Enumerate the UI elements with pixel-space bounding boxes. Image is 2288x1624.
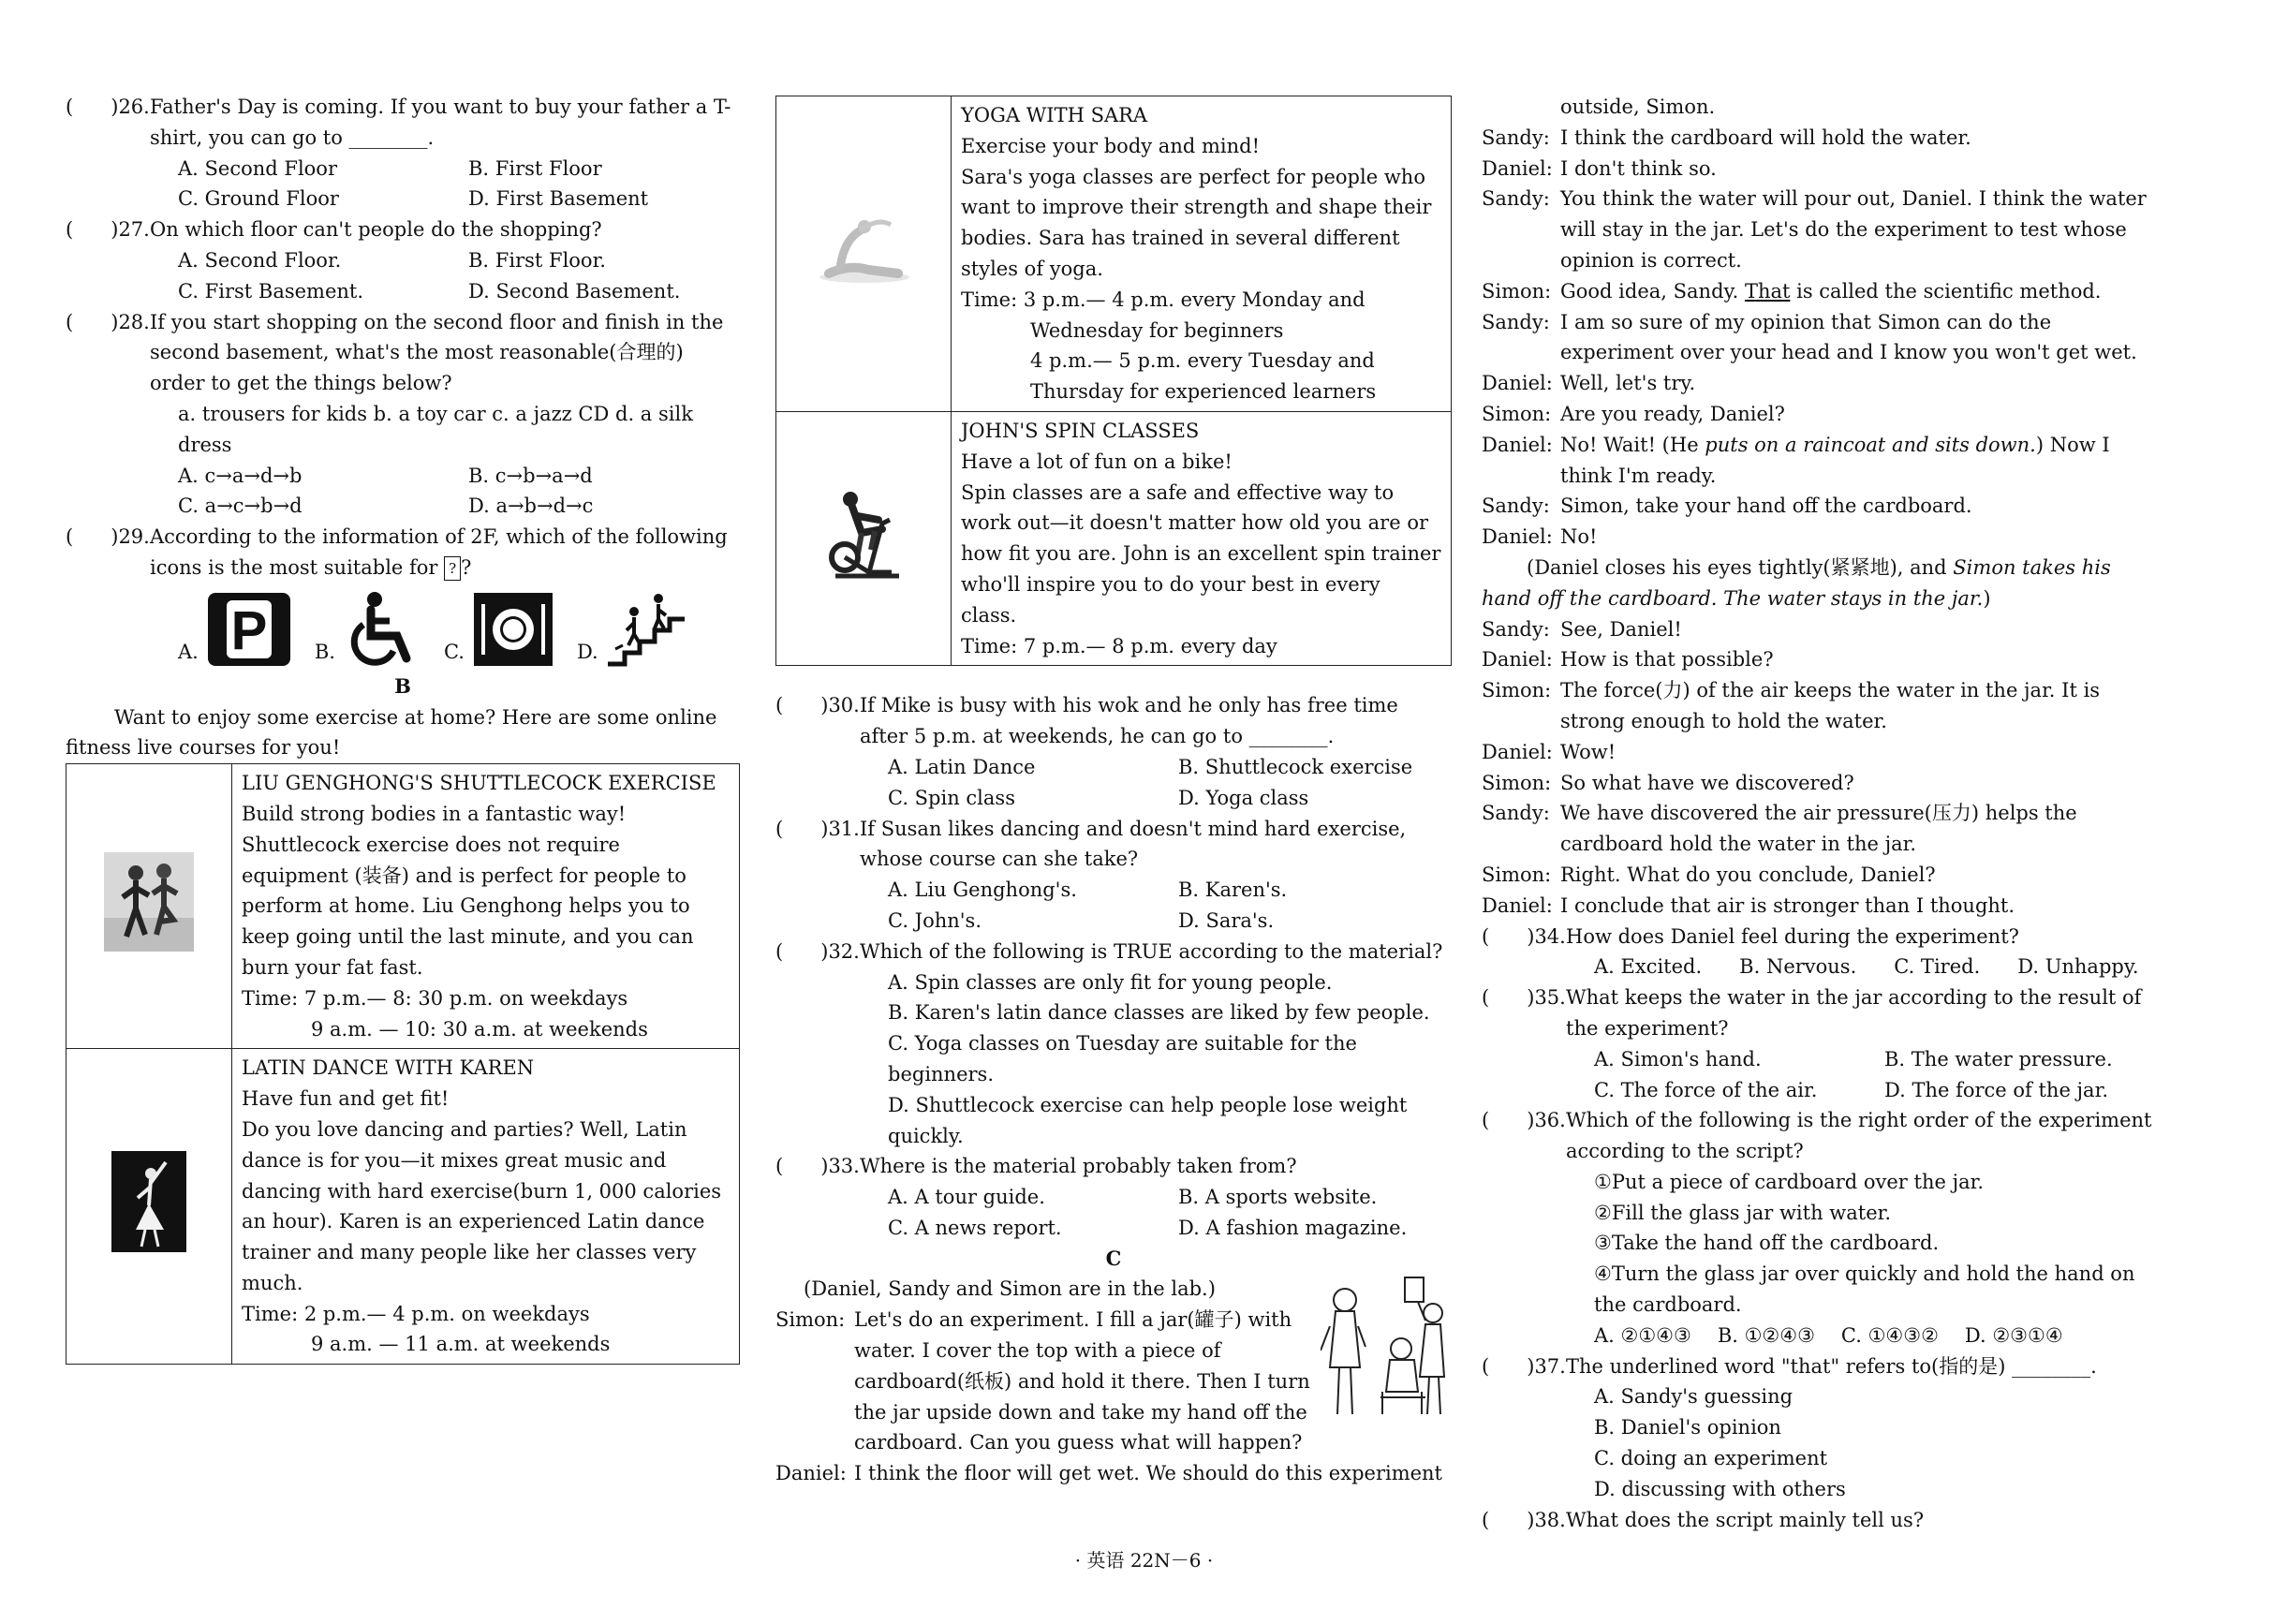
right-column [1482, 92, 2158, 1535]
stage-text: (Daniel closes his eyes tightly(紧紧地), and [1527, 555, 1954, 579]
question-33 [775, 1151, 1452, 1182]
line-text: ) Now I think I'm ready. [1560, 433, 2110, 487]
option: B. Daniel's opinion [1594, 1416, 1781, 1439]
course-title: YOGA WITH SARA [961, 104, 1148, 126]
option: A. ②①④③ [1594, 1323, 1691, 1347]
option: A. Second Floor [178, 156, 337, 180]
svg-text:P: P [230, 599, 268, 661]
option: C. a→c→b→d [178, 495, 303, 518]
question-text: What does the script mainly tell us? [1566, 1508, 1925, 1531]
option: A. c→a→d→b [178, 464, 303, 487]
speaker: Daniel: [1482, 156, 1553, 180]
option: B. Karen's. [1178, 878, 1288, 902]
dialogue-line [1482, 675, 2158, 737]
line-text: How is that possible? [1560, 648, 1774, 672]
icon-options [66, 591, 740, 668]
question-text: Father's Day is coming. If you want to buy your father a T-shirt, you can go to ________. [150, 96, 731, 149]
dialogue-line [1482, 307, 2158, 369]
speaker: Daniel: [1482, 433, 1553, 456]
line-text: See, Daniel! [1560, 617, 1682, 641]
yoga-photo [812, 212, 915, 287]
course-time: 9 a.m. — 10: 30 a.m. at weekends [311, 1017, 648, 1041]
option: C. Tired. [1894, 955, 1981, 979]
dialogue-line [1482, 368, 2158, 399]
spin-bike-photo [817, 482, 910, 585]
option: D. Second Basement. [468, 279, 681, 303]
options-31 [775, 875, 1452, 937]
answer-blank[interactable]: ( )28. [66, 310, 150, 333]
course-title: JOHN'S SPIN CLASSES [961, 419, 1200, 442]
answer-blank[interactable]: ( )37. [1482, 1354, 1566, 1378]
options-37 [1482, 1381, 2158, 1504]
answer-blank[interactable]: ( )31. [775, 817, 860, 840]
line-text: Wow! [1560, 740, 1616, 763]
line-text: is called the scientific method. [1790, 279, 2102, 303]
option-letter: B. [314, 640, 335, 663]
line-text: I am so sure of my opinion that Simon can do the experiment over your head and I know you won't get wet. [1560, 310, 2137, 364]
dialogue-line [1482, 522, 2158, 553]
step: ②Fill the glass jar with water. [1594, 1201, 1892, 1224]
option: A. Second Floor. [178, 248, 342, 272]
course-description: Do you love dancing and parties? Well, Latin dance is for you—it mixes great music and dancing with hard exercise(burn 1, 000 calories an hour). Karen is an experienced Latin dance trainer and many people like her classes very much. [242, 1117, 722, 1294]
course-time: 9 a.m. — 11 a.m. at weekends [311, 1333, 611, 1356]
course-table-right [775, 96, 1452, 666]
course-details [232, 764, 740, 1049]
option: A. Excited. [1594, 955, 1703, 979]
dialogue-line [1482, 768, 2158, 799]
dialogue-line [1482, 123, 2158, 154]
line-text: Good idea, Sandy. [1560, 279, 1745, 303]
option: A. Sandy's guessing [1594, 1385, 1793, 1409]
speaker: Sandy: [1482, 495, 1550, 518]
option: D. ②③①④ [1964, 1323, 2063, 1347]
speaker: Simon: [1482, 402, 1552, 425]
speaker: Sandy: [1482, 125, 1550, 149]
course-details [232, 1049, 740, 1365]
question-28 [66, 307, 740, 399]
question-text: Which of the following is TRUE according to the material? [860, 939, 1443, 963]
line-text: Are you ready, Daniel? [1560, 402, 1785, 425]
question-text: Which of the following is the right order of the experiment according to the script? [1566, 1109, 2152, 1163]
course-row [776, 96, 1452, 412]
line-text: No! [1560, 525, 1598, 549]
page-footer: · 英语 22N－6 · [1074, 1549, 1214, 1572]
question-29 [66, 522, 740, 583]
options-34 [1482, 952, 2158, 982]
course-description: Shuttlecock exercise does not require equipment (装备) and is perfect for people to perform at home. Liu Genghong helps you to keep going until the last minute, and you can burn your fat fast. [242, 833, 694, 979]
question-27 [66, 214, 740, 245]
question-31 [775, 814, 1452, 876]
question-32 [775, 937, 1452, 967]
course-time: Wednesday for beginners [1030, 318, 1284, 342]
answer-blank[interactable]: ( )33. [775, 1155, 860, 1178]
question-text: The underlined word "that" refers to(指的是) ________. [1566, 1354, 2097, 1378]
question-mark: ? [461, 555, 472, 579]
question-35 [1482, 982, 2158, 1044]
question-text: If Mike is busy with his wok and he only has free time after 5 p.m. at weekends, he can go to ________. [860, 694, 1398, 748]
question-34 [1482, 922, 2158, 952]
option: D. discussing with others [1594, 1477, 1846, 1500]
option: C. ①④③② [1840, 1323, 1939, 1347]
icon-option-a [178, 591, 292, 668]
option: A. Spin classes are only fit for young people. [888, 970, 1333, 994]
answer-blank[interactable]: ( )29. [66, 525, 150, 549]
intro-paragraph: Want to enjoy some exercise at home? Here are some online fitness live courses for you! [66, 705, 717, 760]
question-text: Where is the material probably taken from? [860, 1155, 1297, 1178]
option: C. doing an experiment [1594, 1447, 1828, 1470]
section-heading-b: B [394, 673, 411, 698]
course-description: Sara's yoga classes are perfect for people who want to improve their strength and shape their bodies. Sara has trained in several different styles of yoga. [961, 165, 1432, 280]
middle-column [775, 92, 1452, 1489]
dialogue-line [1482, 798, 2158, 860]
question-30 [775, 690, 1452, 752]
options-35 [1482, 1044, 2158, 1106]
options-26 [66, 154, 740, 215]
options-30 [775, 752, 1452, 814]
course-time: Time: 3 p.m.— 4 p.m. every Monday and [961, 288, 1365, 311]
dialogue-line [1482, 491, 2158, 522]
option: C. John's. [888, 908, 982, 932]
stairs-icon [606, 591, 686, 668]
restaurant-icon [472, 591, 554, 668]
course-time: Time: 7 p.m.— 8 p.m. every day [961, 634, 1277, 657]
parking-icon [206, 591, 292, 668]
line-continuation: outside, Simon. [1560, 96, 1716, 118]
speaker: Sandy: [1482, 617, 1550, 641]
option: B. ①②④③ [1717, 1323, 1815, 1347]
latin-dance-photo [111, 1151, 186, 1252]
course-photo-cell [776, 411, 952, 665]
option: D. a→b→d→c [468, 495, 594, 518]
dialogue-line [775, 1305, 1315, 1458]
course-photo-cell [66, 764, 232, 1049]
course-slogan: Exercise your body and mind! [961, 134, 1261, 157]
line-text: You think the water will pour out, Daniel. I think the water will stay in the jar. Let's do the experiment to test whose opinion is correct. [1560, 187, 2147, 272]
dialogue-line [1482, 737, 2158, 768]
course-time: Time: 2 p.m.— 4 p.m. on weekdays [242, 1302, 590, 1325]
lab-experiment-illustration [1321, 1274, 1452, 1424]
answer-blank[interactable]: ( )35. [1482, 986, 1566, 1010]
option: C. First Basement. [178, 279, 364, 303]
option: A. Simon's hand. [1594, 1047, 1762, 1070]
speaker: Simon: [775, 1308, 846, 1332]
dialogue-line [1482, 399, 2158, 430]
speaker: Simon: [1482, 863, 1552, 886]
option: B. Nervous. [1739, 955, 1857, 979]
speaker: Daniel: [1482, 740, 1553, 763]
speaker: Sandy: [1482, 310, 1550, 333]
option: B. The water pressure. [1884, 1047, 2113, 1070]
question-text: According to the information of 2F, which of the following icons is the most suitable for [150, 525, 728, 579]
option: D. A fashion magazine. [1178, 1216, 1408, 1239]
options-32 [775, 967, 1452, 1152]
options-33 [775, 1182, 1452, 1244]
line-text: No! Wait! (He [1560, 433, 1705, 456]
speaker: Daniel: [1482, 372, 1553, 395]
dialogue-line [1482, 276, 2158, 307]
speaker: Daniel: [775, 1462, 847, 1485]
answer-blank[interactable]: ( )26. [66, 96, 150, 118]
options-27 [66, 245, 740, 307]
option: B. First Floor. [468, 248, 606, 272]
option: D. Unhappy. [2017, 955, 2139, 979]
item-list: a. trousers for kids b. a toy car c. a jazz CD d. a silk dress [178, 402, 693, 456]
option: B. Shuttlecock exercise [1178, 755, 1413, 778]
option: C. Yoga classes on Tuesday are suitable for the beginners. [888, 1032, 1357, 1085]
question-38 [1482, 1505, 2158, 1536]
option-letter: C. [443, 640, 465, 663]
speaker: Sandy: [1482, 187, 1550, 211]
question-text: On which floor can't people do the shopping? [150, 218, 602, 242]
option: D. First Basement [468, 187, 649, 211]
options-36 [1482, 1321, 2158, 1351]
stage-direction: (Daniel, Sandy and Simon are in the lab.) [804, 1277, 1216, 1301]
course-row [66, 1049, 740, 1365]
line-text: Simon, take your hand off the cardboard. [1560, 495, 1972, 518]
placeholder-box: ? [444, 556, 461, 581]
option: D. Shuttlecock exercise can help people lose weight quickly. [888, 1093, 1408, 1147]
course-photo-cell [66, 1049, 232, 1365]
option: C. Ground Floor [178, 187, 339, 211]
dialogue-line [1482, 860, 2158, 891]
icon-option-b [315, 591, 421, 668]
question-37 [1482, 1351, 2158, 1382]
course-time: Thursday for experienced learners [1030, 380, 1377, 404]
speaker: Simon: [1482, 771, 1552, 794]
speaker: Daniel: [1482, 648, 1553, 672]
option: C. The force of the air. [1594, 1078, 1818, 1101]
speaker: Daniel: [1482, 525, 1553, 549]
option: A. Latin Dance [888, 755, 1036, 778]
line-text: I think the cardboard will hold the water. [1560, 125, 1971, 149]
option-letter: D. [576, 640, 598, 663]
dialogue-line [1482, 891, 2158, 922]
step: ③Take the hand off the cardboard. [1594, 1232, 1940, 1255]
course-slogan: Have fun and get fit! [242, 1087, 450, 1111]
option: B. A sports website. [1178, 1186, 1378, 1209]
line-text: We have discovered the air pressure(压力) helps the cardboard hold the water in the jar. [1560, 802, 2077, 856]
underlined-word: That [1744, 279, 1791, 303]
option: B. First Floor [468, 156, 602, 180]
answer-blank[interactable]: ( )36. [1482, 1109, 1566, 1132]
icon-option-d [577, 591, 686, 668]
course-title: LATIN DANCE WITH KAREN [242, 1056, 535, 1080]
wheelchair-icon [343, 591, 421, 668]
icon-option-c [444, 591, 554, 668]
course-slogan: Build strong bodies in a fantastic way! [242, 802, 627, 825]
section-heading-c: C [1105, 1246, 1122, 1270]
course-table-left [66, 763, 740, 1365]
step: ④Turn the glass jar over quickly and hold the hand on the cardboard. [1594, 1262, 2135, 1317]
dialogue-line [1482, 614, 2158, 645]
line-text: So what have we discovered? [1560, 771, 1854, 794]
question-36 [1482, 1105, 2158, 1167]
course-slogan: Have a lot of fun on a bike! [961, 450, 1233, 473]
line-text: I think the floor will get wet. We should do this experiment [854, 1462, 1443, 1485]
line-text: Well, let's try. [1560, 372, 1696, 395]
dialogue-line [1482, 154, 2158, 185]
option: D. Sara's. [1178, 908, 1275, 932]
question-text: How does Daniel feel during the experiment? [1566, 924, 2019, 948]
line-text: I conclude that air is stronger than I thought. [1560, 893, 2015, 917]
course-row [776, 411, 1452, 665]
question-text: If Susan likes dancing and doesn't mind hard exercise, whose course can she take? [860, 817, 1407, 871]
speaker: Simon: [1482, 279, 1552, 303]
course-details [952, 411, 1452, 665]
course-title: LIU GENGHONG'S SHUTTLECOCK EXERCISE [242, 772, 716, 795]
dialogue-line [1482, 430, 2158, 492]
shuttlecock-exercise-photo [104, 852, 194, 952]
speaker: Sandy: [1482, 802, 1550, 825]
course-row [66, 764, 740, 1049]
answer-blank[interactable]: ( )32. [775, 939, 860, 963]
line-text: The force(力) of the air keeps the water in the jar. It is strong enough to hold the water. [1560, 679, 2101, 732]
line-text: Right. What do you conclude, Daniel? [1560, 863, 1936, 886]
option: D. The force of the jar. [1884, 1078, 2108, 1101]
option: C. Spin class [888, 786, 1015, 809]
course-description: Spin classes are a safe and effective way to work out—it doesn't matter how old you are or how fit you are. John is an excellent spin trainer who'll inspire you to do your best in every class. [961, 480, 1441, 627]
line-text: Let's do an experiment. I fill a jar(罐子) with water. I cover the top with a piece of cardboard(纸板) and hold it there. Then I turn the jar upside down and take my hand off the cardboard. Can you guess what will happen? [854, 1308, 1310, 1454]
course-time: 4 p.m.— 5 p.m. every Tuesday and [1030, 349, 1375, 373]
course-photo-cell [776, 96, 952, 412]
stage-text: ) [1983, 586, 1991, 610]
question-text: If you start shopping on the second floor and finish in the second basement, what's the most reasonable(合理的) order to get the things below? [150, 310, 724, 395]
option-letter: A. [178, 640, 199, 663]
left-column [66, 92, 740, 1365]
speaker: Simon: [1482, 679, 1552, 702]
option: D. Yoga class [1178, 786, 1309, 809]
question-text: What keeps the water in the jar according to the result of the experiment? [1566, 986, 2142, 1040]
option: A. Liu Genghong's. [888, 878, 1077, 902]
stage-action: puts on a raincoat and sits down. [1705, 433, 2036, 456]
option: A. A tour guide. [888, 1186, 1045, 1209]
option: B. Karen's latin dance classes are liked by few people. [888, 1001, 1430, 1025]
speaker: Daniel: [1482, 893, 1553, 917]
question-26 [66, 92, 740, 154]
stage-action: Simon takes his hand off the cardboard. The water stays in the jar. [1482, 555, 2111, 610]
dialogue-line [1482, 184, 2158, 275]
answer-blank[interactable]: ( )38. [1482, 1508, 1566, 1531]
dialogue-line [775, 1458, 1452, 1489]
options-28 [66, 461, 740, 523]
option: B. c→b→a→d [468, 464, 593, 487]
stage-direction [1482, 553, 2158, 614]
course-details [952, 96, 1452, 412]
answer-blank[interactable]: ( )34. [1482, 924, 1566, 948]
answer-blank[interactable]: ( )30. [775, 694, 860, 717]
course-time: Time: 7 p.m.— 8: 30 p.m. on weekdays [242, 986, 628, 1010]
dialogue-line [1482, 644, 2158, 675]
step: ①Put a piece of cardboard over the jar. [1594, 1170, 1985, 1193]
line-text: I don't think so. [1560, 156, 1717, 180]
option: C. A news report. [888, 1216, 1062, 1239]
answer-blank[interactable]: ( )27. [66, 218, 150, 242]
